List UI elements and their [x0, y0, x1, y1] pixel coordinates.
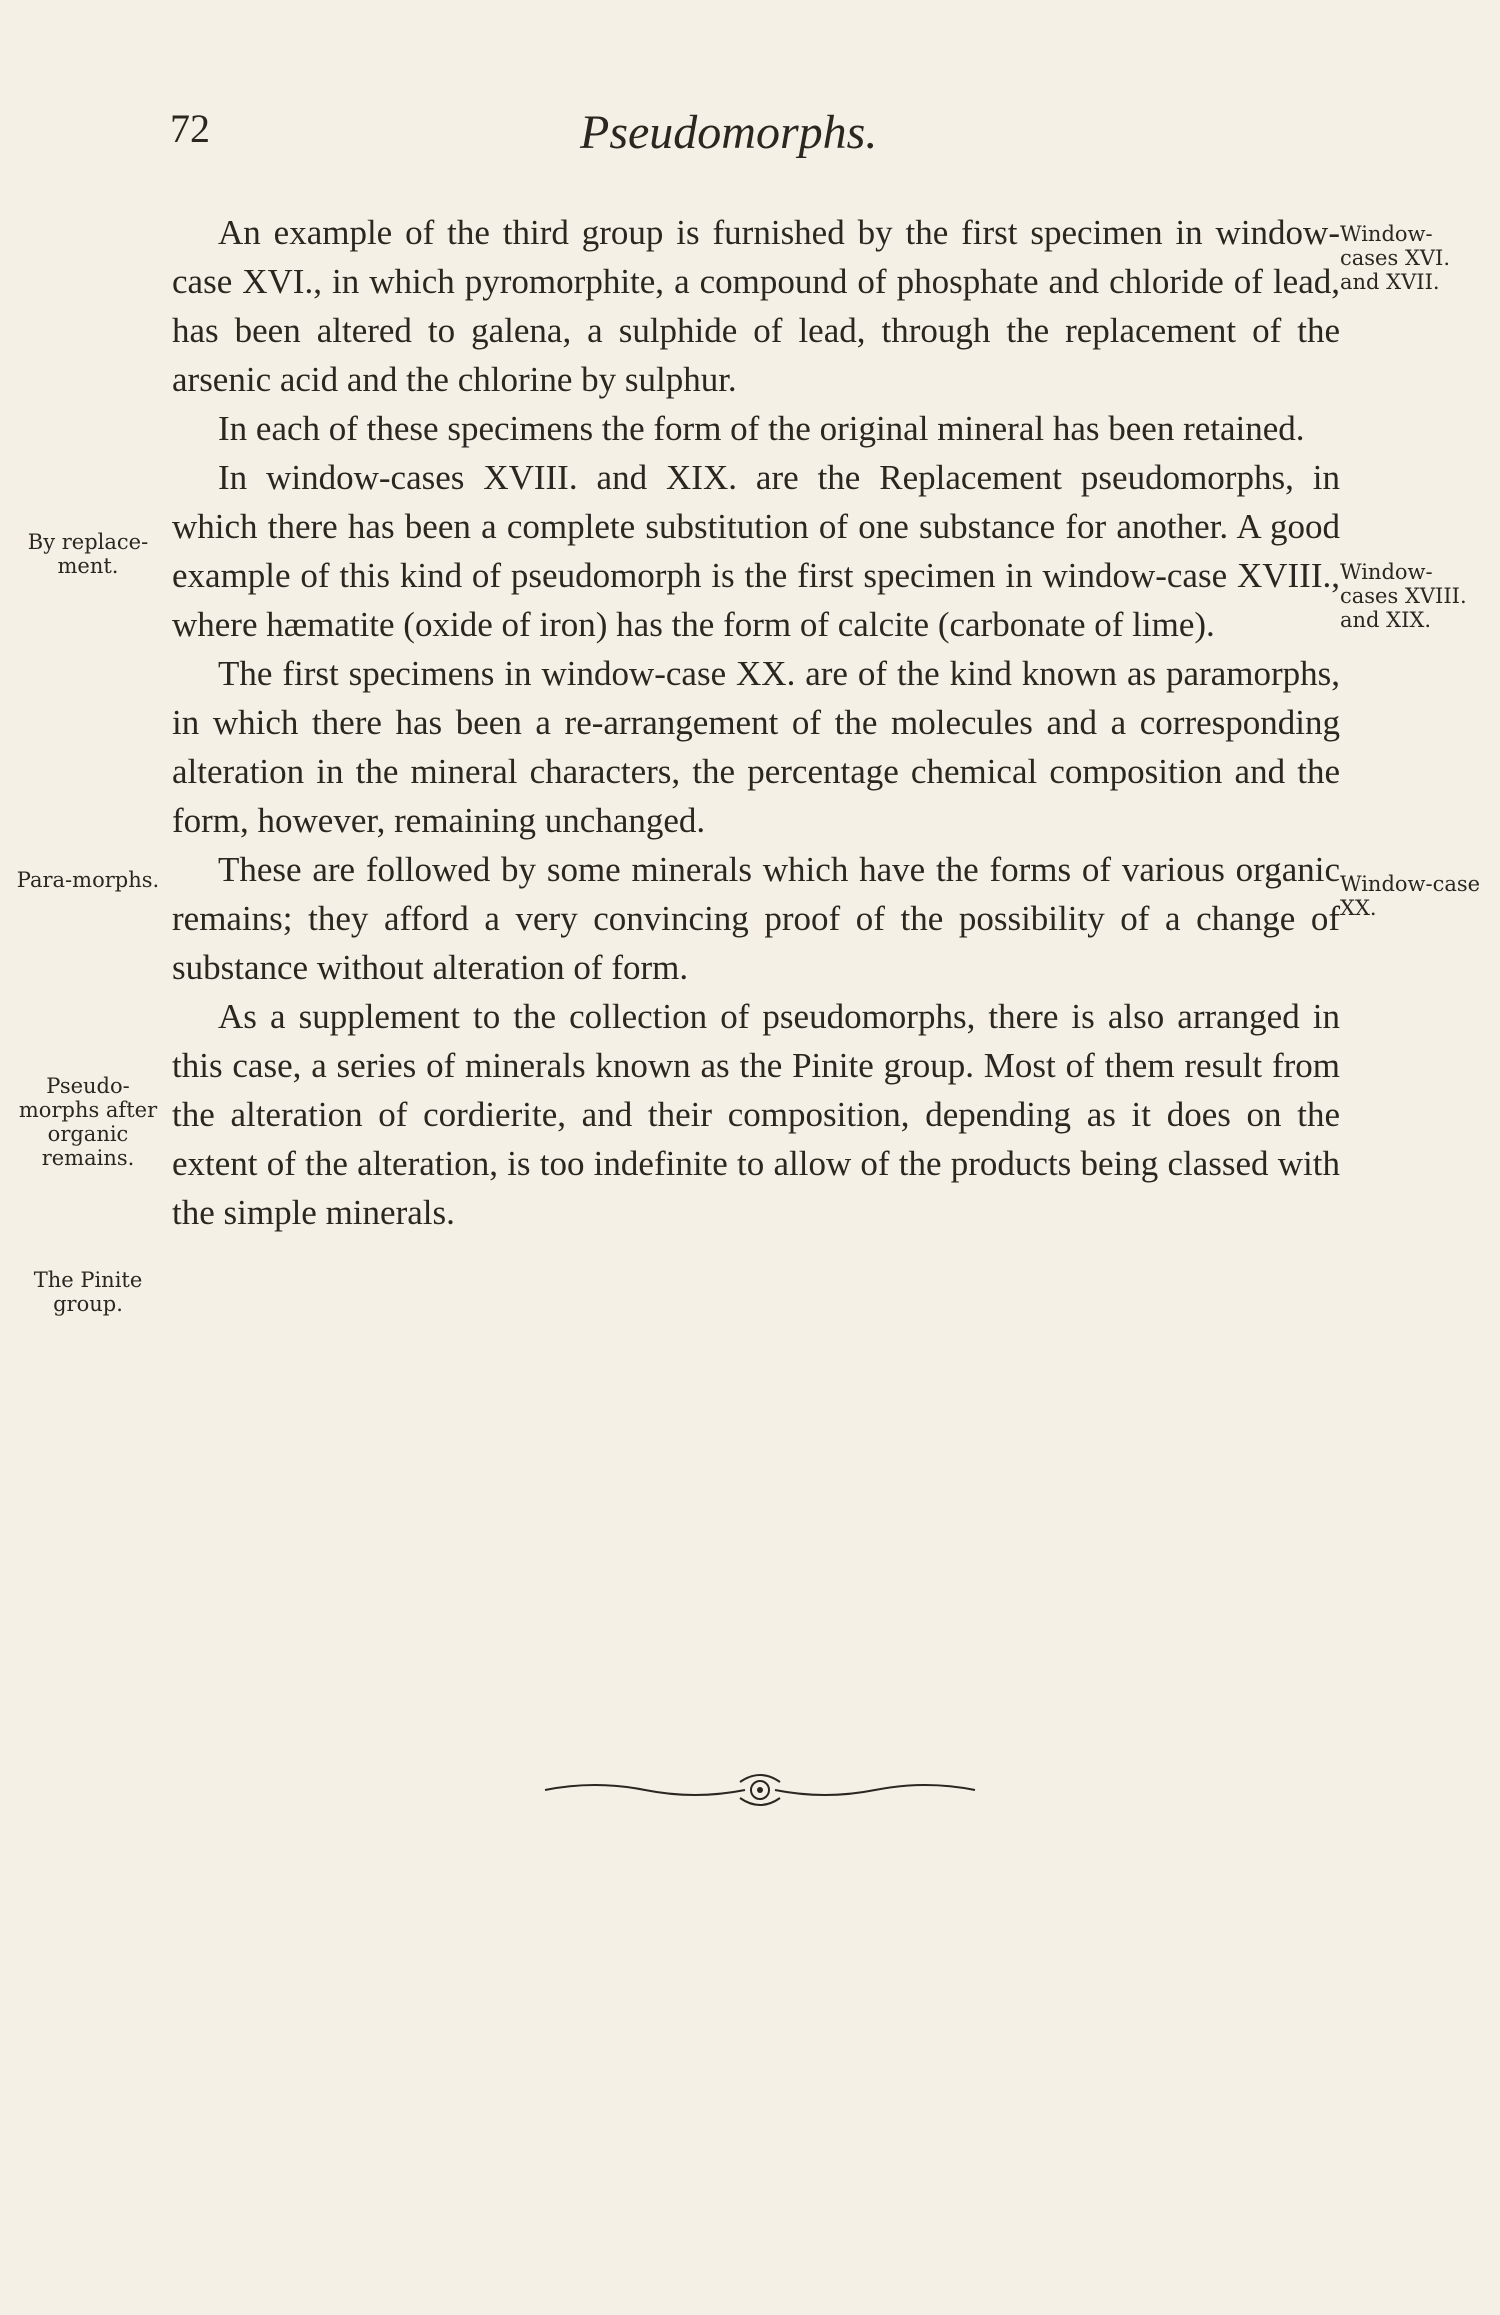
- body-text: [172, 208, 1340, 1237]
- ornament-divider: [535, 1770, 985, 1810]
- paragraph: An example of the third group is furnished by the first specimen in window-case XVI., in which pyromorphite, a compound of phosphate and chloride of lead, has been altered to galena, a sulphide of lead, through the replacement of the arsenic acid and the chlorine by sulphur.: [172, 213, 1340, 399]
- margin-note-paramorphs: Para-morphs.: [16, 868, 160, 892]
- page-number: 72: [170, 106, 210, 151]
- paragraph: In each of these specimens the form of the original mineral has been retained.: [218, 409, 1305, 448]
- paragraph: The first specimens in window-case XX. are of the kind known as paramorphs, in which there has been a re-arrangement of the molecules and a corresponding alteration in the mineral characters, the percentage chemical composition and the form, however, remaining unchanged.: [172, 654, 1340, 840]
- page-header: [0, 105, 1500, 165]
- margin-note-case-xx: Window-case XX.: [1340, 872, 1481, 920]
- margin-note-organic: Pseudo-morphs after organic remains.: [18, 1074, 158, 1170]
- margin-note-cases-xvi: Window-cases XVI. and XVII.: [1340, 222, 1451, 294]
- paragraph: As a supplement to the collection of pseudomorphs, there is also arranged in this case, a series of minerals known as the Pinite group. Most of them result from the alteration of cordierite, and their composition, depending as it does on the extent of the alteration, is too indefinite to allow of the products being classed with the simple minerals.: [172, 997, 1340, 1232]
- margin-note-replacement: By replace-ment.: [27, 530, 149, 578]
- margin-note-pinite: The Pinite group.: [33, 1268, 143, 1316]
- margin-note-cases-xviii: Window-cases XVIII. and XIX.: [1340, 560, 1467, 632]
- paragraph: These are followed by some minerals which have the forms of various organic remains; they afford a very convincing proof of the possibility of a change of substance without alteration of form.: [172, 850, 1340, 987]
- running-head: Pseudomorphs.: [580, 106, 878, 159]
- paragraph: In window-cases XVIII. and XIX. are the Replacement pseudomorphs, in which there has been a complete substitution of one substance for another. A good example of this kind of pseudomorph is the first specimen in window-case XVIII., where hæmatite (oxide of iron) has the form of calcite (carbonate of lime).: [172, 458, 1340, 644]
